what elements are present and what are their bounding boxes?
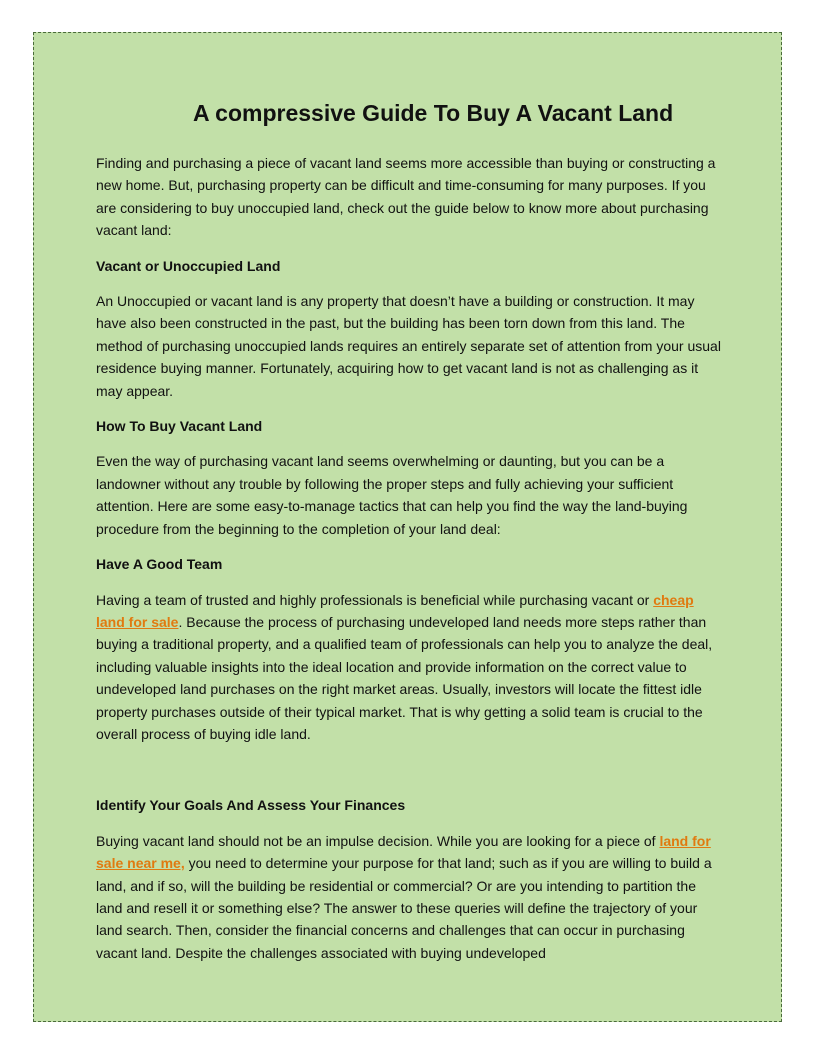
section-body-vacant-land: An Unoccupied or vacant land is any property that doesn’t have a building or construction. It may have also been constructed in the past, but the building has been torn down from this land. The method of purchasing unoccupied lands requires an entirely separate set of attention from your usual residence buying manner. Fortunately, acquiring how to get vacant land is not as challenging as it may appear. bbox=[96, 293, 721, 399]
section-heading-good-team: Have A Good Team bbox=[96, 556, 223, 573]
section-body-good-team bbox=[96, 589, 722, 746]
section-heading-goals-finances: Identify Your Goals And Assess Your Finances bbox=[96, 797, 406, 814]
section-body-how-to-buy: Even the way of purchasing vacant land seems overwhelming or daunting, but you can be a landowner without any trouble by following the proper steps and fully achieving your sufficient attention. Here are some easy-to-manage tactics that can help you find the way the land-buying procedure from the beginning to the completion of your land deal: bbox=[96, 453, 688, 537]
intro-paragraph: Finding and purchasing a piece of vacant land seems more accessible than buying or constructing a new home. But, purchasing property can be difficult and time-consuming for many purposes. If you are considering to buy unoccupied land, check out the guide below to know more about purchasing vacant land: bbox=[96, 155, 716, 239]
goals-text-after: you need to determine your purpose for that land; such as if you are willing to build a land, and if so, will the building be residential or commercial? Or are you intending to partition the land and resell it or something else? The answer to these queries will define the trajectory of your land search. Then, consider the financial concerns and challenges that can occur in purchasing vacant land. Despite the challenges associated with buying undeveloped bbox=[96, 855, 712, 961]
section-heading-vacant-land: Vacant or Unoccupied Land bbox=[96, 257, 281, 274]
cheap-land-for-sale-link[interactable]: cheap land for sale bbox=[96, 591, 694, 630]
document-content bbox=[96, 98, 722, 977]
land-for-sale-near-me-link[interactable]: land for sale near me, bbox=[96, 832, 711, 872]
good-team-text-before: Having a team of trusted and highly professionals is beneficial while purchasing vacant or bbox=[96, 591, 654, 608]
section-heading-how-to-buy: How To Buy Vacant Land bbox=[96, 418, 263, 435]
blank-spacer bbox=[96, 758, 722, 794]
good-team-text-after: . Because the process of purchasing undeveloped land needs more steps rather than buying a traditional property, and a qualified team of professionals can help you to analyze the deal, including valuable insights into the ideal location and provide information on the correct value to undeveloped land purchases on the right market areas. Usually, investors will locate the fittest idle property purchases outside of their typical market. That is why getting a solid team is crucial to the overall process of buying idle land. bbox=[96, 613, 713, 742]
document-title: A compressive Guide To Buy A Vacant Land bbox=[193, 100, 674, 126]
section-body-goals-finances bbox=[96, 830, 722, 964]
goals-text-before: Buying vacant land should not be an impulse decision. While you are looking for a piece of bbox=[96, 832, 660, 849]
